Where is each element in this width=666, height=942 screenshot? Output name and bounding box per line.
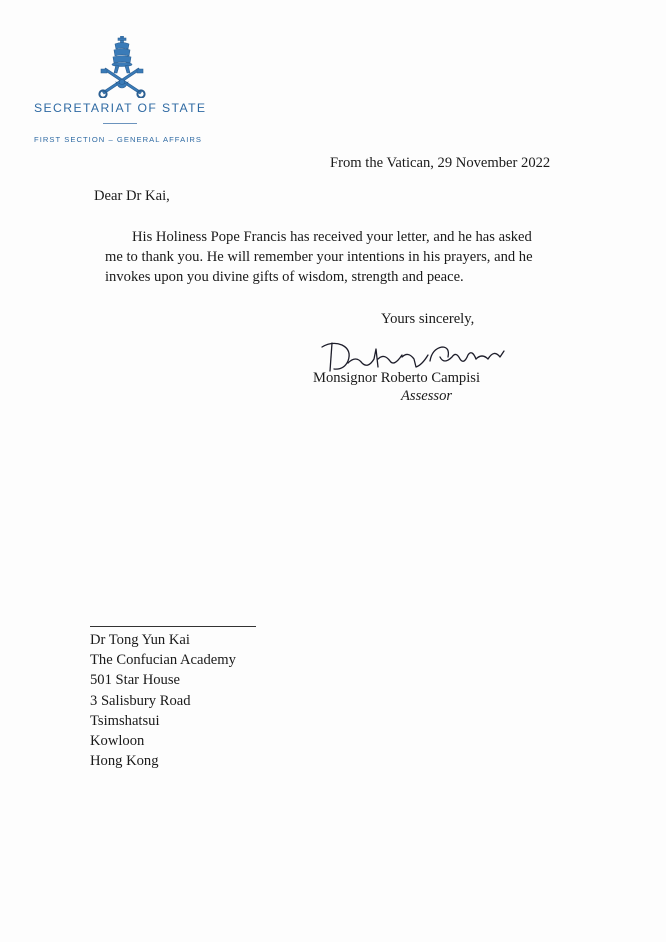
recipient-address [90,630,236,771]
letterhead-divider [103,123,137,124]
signer-title: Assessor [401,388,453,404]
letterhead-title: SECRETARIAT OF STATE [34,101,207,115]
address-line: 3 Salisbury Road [90,692,191,709]
salutation: Dear Dr Kai, [94,188,170,204]
closing: Yours sincerely, [381,311,475,327]
address-line: Tsimshatsui [90,712,160,729]
address-line: Hong Kong [90,753,159,770]
address-line: The Confucian Academy [90,652,236,669]
address-divider [90,626,256,627]
body-line: His Holiness Pope Francis has received your letter, and he has asked [132,229,532,245]
address-line: 501 Star House [90,672,180,689]
date-line: From the Vatican, 29 November 2022 [330,155,551,171]
signer-name: Monsignor Roberto Campisi [313,370,481,386]
letterhead-subtitle: FIRST SECTION – GENERAL AFFAIRS [34,135,203,144]
letter-body [105,227,575,287]
papal-coat-of-arms-icon [96,36,148,98]
address-line: Kowloon [90,733,145,750]
body-line: invokes upon you divine gifts of wisdom, strength and peace. [105,269,464,285]
body-line: me to thank you. He will remember your intentions in his prayers, and he [105,249,533,265]
address-line: Dr Tong Yun Kai [90,632,190,648]
